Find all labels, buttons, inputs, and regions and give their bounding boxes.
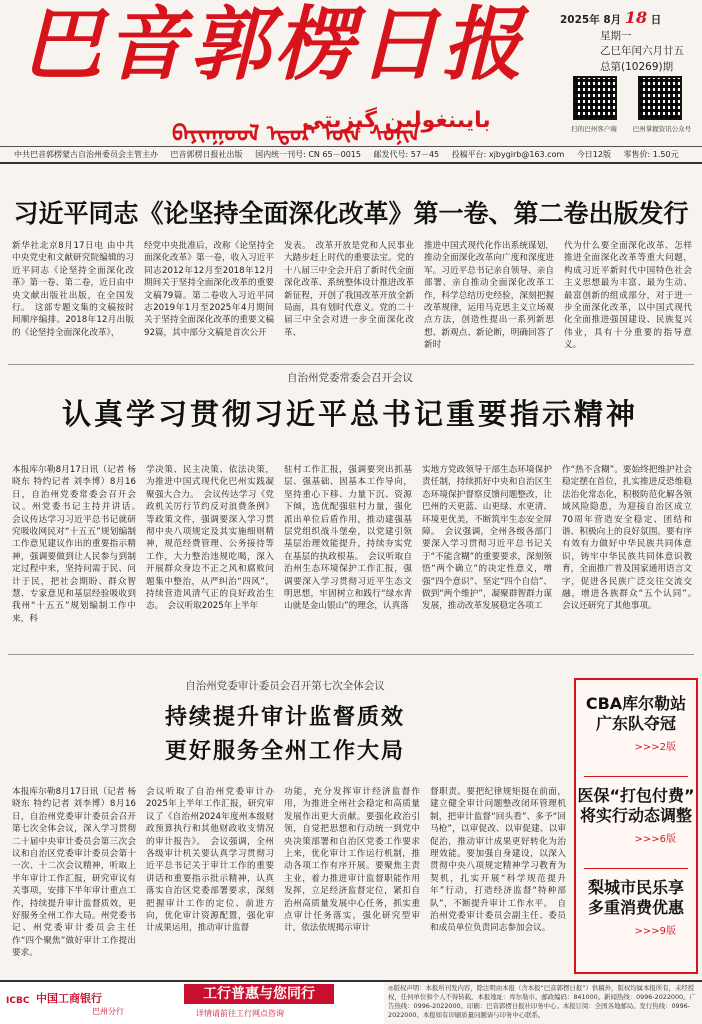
issue-number: 总第(10269)期 (600, 60, 674, 73)
article-column: 学决策、民主决策、依法决策，为推进中国式现代化巴州实践凝聚强大合力。 会议传达学习《党政机关厉行节约反对浪费条例》等政策文件，强调要深入学习贯彻中央八项规定及其实施细则精神，规范经费管理、公务接待等工作，大力整治违规吃喝，深入开展群众身边不正之风和腐败问题集中整治，从严纠治“四风”，持续营造风清气正的良好政治生态。 会议听取2025年上半年 (146, 465, 274, 612)
ad-subtext: 详情请前往工行网点咨询 (196, 1009, 284, 1018)
copyright-notice: ◎版权声明：本报所刊发内容，除注明由本报（含本报“巴音郭楞日报”）供稿外，版权均属本报所有，未经授权，任何单位和个人不得转载。本报地址：库尔勒市。邮政编码：841000。新闻热线：0996-2022000。广告热线：0996-2022000。印刷：巴音郭楞日报社印务中心。本报订阅：全国各地邮局。发行热线：0996-2022000。本报如有印刷质量问题请与印务中心联系。 (388, 984, 696, 1019)
headline-story-3-line-1[interactable]: 持续提升审计监督质效 (164, 704, 405, 730)
article-column: 本报库尔勒8月17日讯（记者 杨晓东 特约记者 刘李博）8月16日，自治州党委常委会召开会议。州党委书记主持并讲话。 会议传达学习习近平总书记就研究吸收网民对“十五五”规划编制工作意见建议作出的重要指示精神，强调要做到让人民参与到制定过程中来，坚持问需于民、问计于民，把社会期盼、群众智慧、专家意见和基层经验吸收到我州“十五五”规划编制工作中来，科 (12, 465, 145, 624)
bank-logo-icon: ICBC (6, 996, 30, 1006)
sidebar-item-consumption[interactable] (576, 878, 696, 937)
date-day: 18 (624, 8, 648, 27)
footer (0, 980, 702, 1024)
divider (8, 654, 694, 655)
sidebar-divider (584, 776, 688, 777)
article-column: 作“热不含糊”。要始终把维护社会稳定摆在首位，扎实推进反恐维稳法治化常态化，积极防范化解各领域风险隐患，为迎接自治区成立70周年营造安全稳定、团结和谐、积极向上的良好氛围。要有序有效有力做好中华民族共同体意识，铸牢中华民族共同体意识教育，全面推广普及国家通用语言文字，促进各民族广泛交往交流交融，增进各族群众“五个认同”。 会议还研究了其他事项。 (562, 465, 701, 612)
divider (8, 364, 694, 365)
headline-story-2[interactable]: 认真学习贯彻习近平总书记重要指示精神 (61, 397, 638, 431)
article-column: 督职责。要把纪律规矩挺在前面，建立健全审计问题整改闭环管理机制，把审计监督“回头看”、多予“回马枪”，以审促改、以审促建、以审促治，推动审计成果更好转化为治理效能。要加强自身建设，以深入贯彻中央八项规定精神学习教育为契机，扎实开展“科学规范提升年”行动，打造经济监督“特种部队”，不断提升审计工作水平。 自治州党委审计委员会副主任、委员和成员单位负责同志参加会议。 (430, 787, 566, 934)
publication-info-bar (0, 146, 702, 164)
masthead (0, 0, 702, 146)
sidebar-item-title: CBA库尔勒站 (585, 694, 687, 713)
bank-advertisement[interactable] (0, 982, 384, 1024)
submission-email: 投稿平台: xjbygirb@163.com (451, 150, 565, 159)
kicker-story-2: 自治州党委常委会召开会议 (287, 372, 413, 384)
newspaper-title: 巴音郭楞日报 (22, 0, 526, 91)
kicker-story-3: 自治州党委审计委员会召开第七次全体会议 (185, 680, 385, 692)
article-column: 代为什么要全面深化改革、怎样推进全面深化改革等重大问题，构成习近平新时代中国特色社会主义思想最为丰富、最为生动、最富创新的组成部分，对于进一步全面深化改革，以中国式现代化全面推进强国建设、民族复兴伟业，具有十分重要的指导意义。 (564, 241, 692, 351)
article-column: 功能，充分发挥审计经济监督作用，为推进全州社会稳定和高质量发展作出更大贡献。要强化政治引领，自觉把思想和行动统一到党中央决策部署和自治区党委工作要求上来，优化审计工作运行机制，推动各项工作有序开展。要聚焦主责主业，着力推进审计监督职能作用发挥，立足经济监督定位，紧扣自治州高质量发展中心任务，抓实重点审计任务落实，强化研究型审计，依法依规揭示审计 (284, 787, 420, 934)
article-column: 实地方党政领导干部生态环境保护责任制，持续抓好中央和自治区生态环境保护督察反馈问题整改，让巴州的天更蓝、山更绿、水更清、环境更优美，不断筑牢生态安全屏障。 会议强调，全州各级各部门要深入学习贯彻习近平总书记关于“不能含糊”的重要要求，深刻领悟“两个确立”的决定性意义，增强“四个意识”、坚定“四个自信”、做到“两个维护”，凝聚群智群力谋发展，推动改革发展稳定各项工 (422, 465, 552, 612)
guide-sidebar (574, 678, 698, 974)
newspaper-title-mongolian: ᠪᠠᠶᠢᠨᠭᠣᠣᠯ ᠡᠳᠦᠷ ᠦᠨ ᠰᠣᠨᠢᠨ (172, 122, 421, 147)
sidebar-divider (584, 868, 688, 869)
date-block (560, 6, 698, 75)
sidebar-item-title: 梨城市民乐享 (587, 878, 684, 897)
sidebar-page-ref[interactable]: >>>9版 (634, 926, 676, 937)
date-day-suffix: 日 (650, 14, 662, 26)
qr-caption: 扫的巴州客户端 (571, 125, 617, 133)
article-column: 推进中国式现代化作出系统谋划，推动全面深化改革向广度和深度进军。习近平总书记亲自领导、亲自部署、亲自推动全面深化改革工作，科学总结历史经验，深刻把握改革规律，运用马克思主义立场观点方法，创造性提出一系列新思想、新观点、新论断，明确回答了新时 (424, 241, 554, 351)
article-column: 发表。 改革开放是党和人民事业大踏步赶上时代的重要法宝。党的十八届三中全会开启了新时代全面深化改革、系统整体设计推进改革新征程，开创了我国改革开放全新局面，具有划时代意义。党的二十届三中全会对进一步全面深化改革、 (284, 241, 414, 338)
sidebar-item-title: 医保“打包付费” (577, 786, 695, 805)
article-column: 本报库尔勒8月17日讯（记者 杨晓东 特约记者 刘李博）8月16日，自治州党委审计委员会召开第七次全体会议，深入学习贯彻二十届中央审计委员会第三次会议和自治区党委审计委员会第十一次、十二次会议精神，听取上半年审计工作汇报，研究审议有关事项，安排下半年审计重点工作，持续提升审计监督质效，更好服务全州工作大局。州党委书记、州党委审计委员会主任作“四个聚焦”做好审计工作提出要求。 (12, 787, 136, 959)
weekday: 星期一 (600, 30, 632, 43)
qr-caption: 巴州掌握资讯公众号 (632, 125, 692, 133)
headline-story-1[interactable]: 习近平同志《论坚持全面深化改革》第一卷、第二卷出版发行 (13, 199, 689, 228)
newspaper-title-uyghur: بايىنغولىن گېزىتى (302, 108, 491, 133)
bank-name: 中国工商银行 (36, 992, 102, 1005)
qr-code-icon[interactable] (638, 76, 682, 120)
publisher-text: 巴音郭楞日报社出版 (170, 150, 243, 159)
sidebar-item-cba[interactable] (576, 694, 696, 753)
date-line (560, 6, 698, 29)
postal-code: 邮发代号: 57－45 (373, 150, 440, 159)
sidebar-item-title: 广东队夺冠 (595, 714, 676, 733)
ad-slogan: 工行普惠与您同行 (184, 984, 334, 1004)
article-column: 新华社北京8月17日电 由中共中央党史和文献研究院编辑的习近平同志《论坚持全面深化改革》第一卷、第二卷，近日由中央文献出版社出版，在全国发行。 这部专题文集的文稿按时间顺序编排。2018年12月出版的《论坚持全面深化改革》， (12, 241, 134, 338)
sidebar-item-title: 将实行动态调整 (579, 806, 692, 825)
sidebar-page-ref[interactable]: >>>6版 (634, 834, 676, 845)
article-column: 驻村工作汇报，强调要突出抓基层、强基础、固基本工作导向，坚持重心下移、力量下沉、资源下倾，选优配强驻村力量，强化派出单位后盾作用，推动建强基层党组织战斗堡垒，以党建引领基层治理效能提升，持续夯实党在基层的执政根基。 会议听取自治州生态环境保护工作汇报，强调要深入学习贯彻习近平生态文明思想，牢固树立和践行“绿水青山就是金山银山”的理念，认真落 (284, 465, 412, 612)
article-column: 会议听取了自治州党委审计办2025年上半年工作汇报，研究审议了《自治州2024年度州本级财政预算执行和其他财政收支情况的审计报告》。 会议强调，全州各级审计机关要认真学习贯彻习近平总书记关于审计工作的重要讲话和重要指示批示精神，认真落实自治区党委部署要求，深刻把握审计工作的定位、前进方向，优化审计资源配置，强化审计成果运用，推动审计监督 (146, 787, 274, 934)
qr-code-icon[interactable] (573, 76, 617, 120)
headline-story-3-line-2[interactable]: 更好服务全州工作大局 (164, 738, 405, 764)
bank-branch: 巴州分行 (92, 1007, 124, 1016)
cn-number: 国内统一刊号: CN 65－0015 (255, 150, 361, 159)
sidebar-item-medical-insurance[interactable] (576, 786, 696, 845)
lunar-date: 乙巳年闰六月廿五 (600, 45, 684, 58)
sidebar-page-ref[interactable]: >>>2版 (634, 742, 676, 753)
sponsor-text: 中共巴音郭楞蒙古自治州委员会主管主办 (14, 150, 158, 159)
page-count: 今日12版 (576, 150, 611, 159)
price: 零售价: 1.50元 (623, 150, 679, 159)
article-column: 经党中央批准后，改称《论坚持全面深化改革》第一卷，收入习近平同志2012年12月至2018年12月期间关于坚持全面深化改革的重要文稿79篇。第二卷收入习近平同志2019年1月至2025年4月期间关于坚持全面深化改革的重要文稿92篇，其中部分文稿是首次公开 (144, 241, 274, 338)
sidebar-item-title: 多重消费优惠 (587, 898, 684, 917)
date-month: 2025年 8月 (560, 14, 622, 26)
